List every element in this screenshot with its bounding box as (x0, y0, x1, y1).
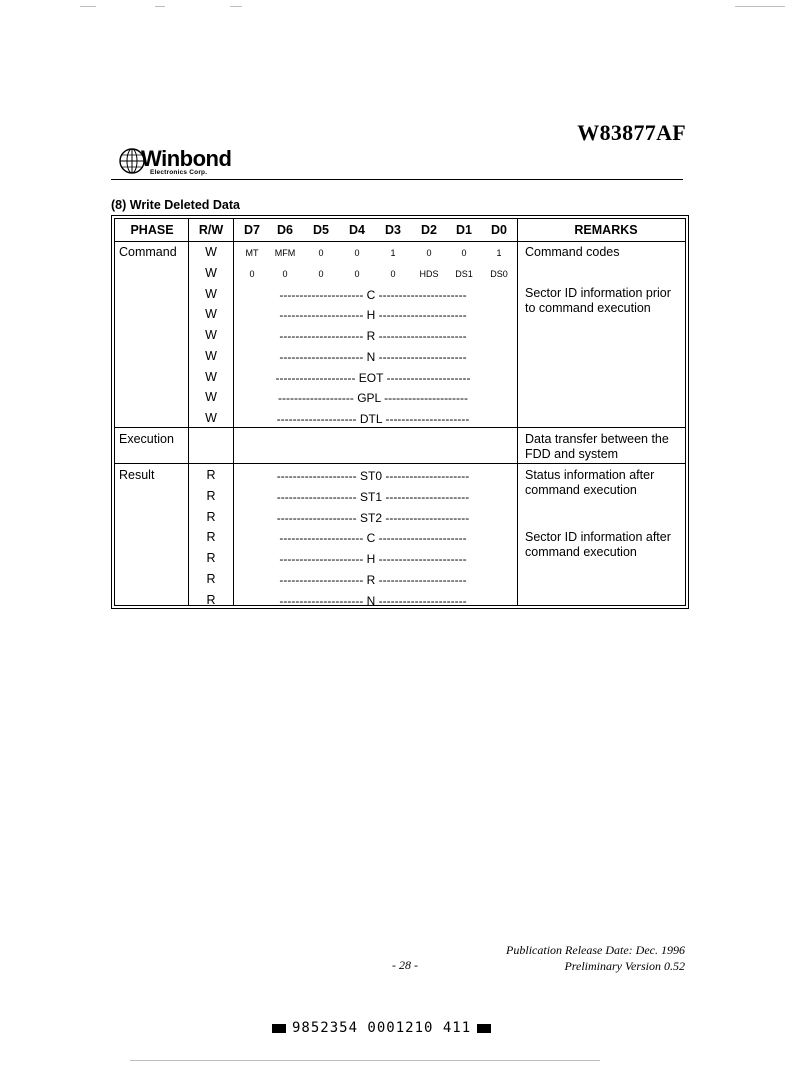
rw-cell: W (205, 245, 217, 259)
rw-cell: W (205, 307, 217, 321)
page-number: - 28 - (392, 958, 418, 972)
rw-cell: R (206, 551, 216, 565)
column-divider (188, 219, 189, 605)
bit-cell: MFM (274, 248, 296, 258)
header-d3: D3 (385, 223, 401, 237)
header-d0: D0 (491, 223, 507, 237)
header-remarks: REMARKS (574, 223, 638, 237)
header-d4: D4 (349, 223, 365, 237)
scan-mark (735, 6, 785, 7)
header-rw: R/W (198, 223, 224, 237)
field-r: --------------------- R ---------------------- (279, 573, 467, 587)
bit-cell: DS1 (455, 269, 473, 279)
header-rule (111, 179, 683, 180)
bit-cell: MT (245, 248, 259, 258)
brand-name: Winbond (141, 146, 232, 171)
brand-subtitle: Electronics Corp. (150, 169, 208, 176)
bit-cell: 0 (282, 269, 288, 279)
rw-cell: W (205, 370, 217, 384)
remark-status: Status information after (525, 468, 655, 482)
bit-cell: 1 (496, 248, 502, 258)
row-divider (115, 241, 685, 242)
rw-cell: R (206, 572, 216, 586)
barcode-block (272, 1024, 286, 1033)
phase-execution: Execution (119, 432, 174, 446)
bit-cell: 0 (318, 248, 324, 258)
remark-execution: Data transfer between the (525, 432, 669, 446)
header-d5: D5 (313, 223, 329, 237)
section-title: (8) Write Deleted Data (111, 198, 240, 212)
field-n: --------------------- N ---------------------- (279, 350, 467, 364)
header-phase: PHASE (130, 223, 174, 237)
winbond-logo (118, 146, 232, 181)
header-d2: D2 (421, 223, 437, 237)
remark-status: command execution (525, 483, 637, 497)
row-divider (115, 463, 685, 464)
remark-command-codes: Command codes (525, 245, 620, 259)
rw-cell: R (206, 489, 216, 503)
model-number: W83877AF (577, 120, 686, 145)
release-date: Publication Release Date: Dec. 1996 (506, 943, 685, 957)
scan-mark (80, 6, 96, 7)
version: Preliminary Version 0.52 (564, 959, 685, 973)
field-st1: -------------------- ST1 --------------------- (276, 490, 470, 504)
scan-mark (230, 6, 242, 7)
remark-sector-after: command execution (525, 545, 637, 559)
barcode-number: 9852354 0001210 411 (292, 1020, 472, 1036)
command-table (111, 215, 689, 609)
header-d7: D7 (244, 223, 260, 237)
rw-cell: R (206, 468, 216, 482)
scan-mark (155, 6, 165, 7)
bit-cell: 0 (354, 248, 360, 258)
rw-cell: W (205, 287, 217, 301)
column-divider (233, 219, 234, 605)
field-dtl: -------------------- DTL --------------------- (276, 412, 470, 426)
bit-cell: 0 (426, 248, 432, 258)
field-h: --------------------- H ---------------------- (279, 552, 467, 566)
bit-cell: 0 (354, 269, 360, 279)
phase-result: Result (119, 468, 155, 482)
rw-cell: R (206, 593, 216, 607)
field-st0: -------------------- ST0 --------------------- (276, 469, 470, 483)
barcode-block (477, 1024, 491, 1033)
bit-cell: 0 (249, 269, 255, 279)
phase-command: Command (119, 245, 177, 259)
field-st2: -------------------- ST2 --------------------- (276, 511, 470, 525)
bit-cell: DS0 (490, 269, 508, 279)
field-eot: -------------------- EOT --------------------- (275, 371, 471, 385)
scan-mark (130, 1060, 600, 1061)
bit-cell: 0 (461, 248, 467, 258)
rw-cell: W (205, 328, 217, 342)
rw-cell: W (205, 390, 217, 404)
remark-execution: FDD and system (525, 447, 619, 461)
bit-cell: 0 (318, 269, 324, 279)
rw-cell: W (205, 266, 217, 280)
remark-sector-prior: to command execution (525, 301, 651, 315)
field-c: --------------------- C ---------------------- (279, 531, 467, 545)
rw-cell: R (206, 530, 216, 544)
remark-sector-after: Sector ID information after (525, 530, 671, 544)
bit-cell: 1 (390, 248, 396, 258)
remark-sector-prior: Sector ID information prior (525, 286, 671, 300)
field-h: --------------------- H ---------------------- (279, 308, 467, 322)
rw-cell: W (205, 349, 217, 363)
rw-cell: R (206, 510, 216, 524)
bit-cell: 0 (390, 269, 396, 279)
rw-cell: W (205, 411, 217, 425)
table-inner-border (114, 218, 686, 606)
field-c: --------------------- C ---------------------- (279, 288, 467, 302)
row-divider (115, 427, 685, 428)
barcode (266, 1020, 497, 1036)
field-n: --------------------- N ---------------------- (279, 594, 467, 608)
field-r: --------------------- R ---------------------- (279, 329, 467, 343)
header-d6: D6 (277, 223, 293, 237)
field-gpl: ------------------- GPL --------------------- (277, 391, 469, 405)
header-d1: D1 (456, 223, 472, 237)
column-divider (517, 219, 518, 605)
bit-cell: HDS (419, 269, 439, 279)
